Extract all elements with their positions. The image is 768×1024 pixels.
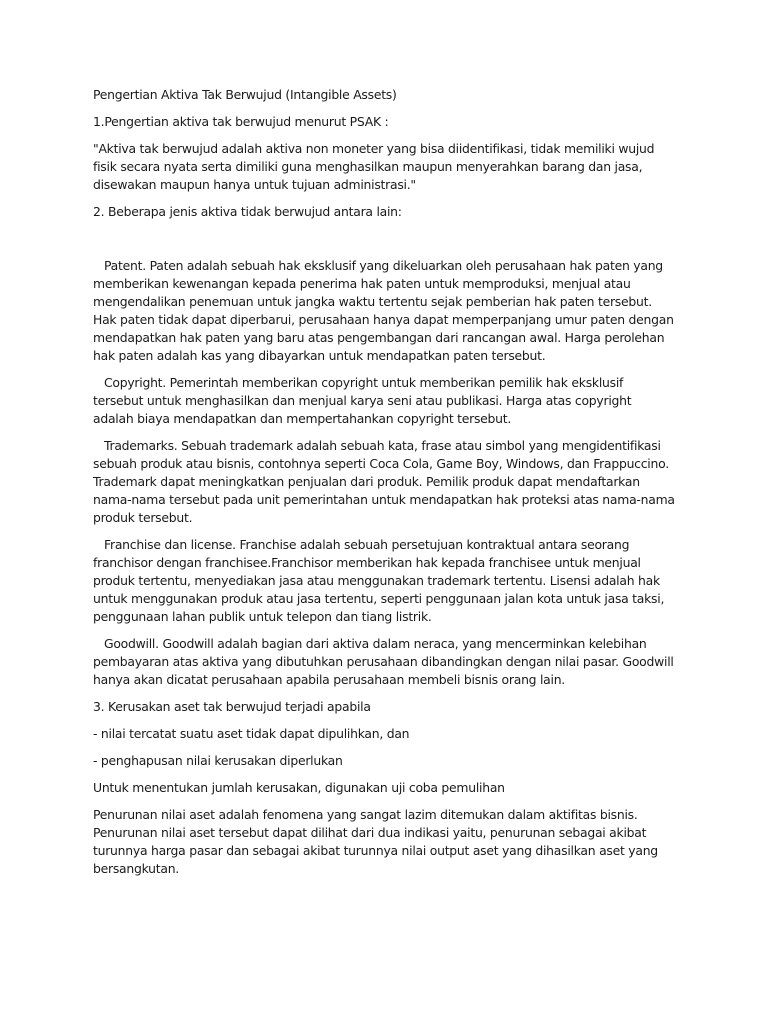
paragraph-patent: Patent. Paten adalah sebuah hak eksklusif yang dikeluarkan oleh perusahaan hak paten yang memberikan kewenangan kepada penerima hak paten untuk memproduksi, menjual atau mengendalikan penemuan untuk jangka waktu tertentu sejak pemberian hak paten tersebut. Hak paten tidak dapat diperbarui, perusahaan hanya dapat memperpanjang umur paten dengan mendapatkan hak paten yang baru atas pengembangan dari rancangan awal. Harga perolehan hak paten adalah kas yang dibayarkan untuk mendapatkan paten tersebut. [93, 258, 674, 363]
list-item: - penghapusan nilai kerusakan diperlukan [93, 753, 343, 768]
section-1-heading: 1.Pengertian aktiva tak berwujud menurut PSAK : [93, 114, 389, 129]
document-title: Pengertian Aktiva Tak Berwujud (Intangible Assets) [93, 87, 397, 102]
section-2-heading: 2. Beberapa jenis aktiva tidak berwujud antara lain: [93, 204, 402, 219]
document-body [93, 86, 675, 887]
section-3-heading: 3. Kerusakan aset tak berwujud terjadi apabila [93, 699, 371, 714]
paragraph-franchise: Franchise dan license. Franchise adalah sebuah persetujuan kontraktual antara seorang franchisor dengan franchisee.Franchisor memberikan hak kepada franchisee untuk menjual produk tertentu, menyediakan jasa atau menggunakan trademark tertentu. Lisensi adalah hak untuk menggunakan produk atau jasa tertentu, seperti penggunaan jalan kota untuk jasa taksi, penggunaan lahan publik untuk telepon dan tiang listrik. [93, 537, 665, 624]
closing-paragraph: Penurunan nilai aset adalah fenomena yang sangat lazim ditemukan dalam aktifitas bisnis. Penurunan nilai aset tersebut dapat dilihat dari dua indikasi yaitu, penurunan sebagai akibat turunnya harga pasar dan sebagai akibat turunnya nilai output aset yang dihasilkan aset yang bersangkutan. [93, 807, 658, 876]
psak-definition-quote: "Aktiva tak berwujud adalah aktiva non moneter yang bisa diidentifikasi, tidak memiliki wujud fisik secara nyata serta dimiliki guna menghasilkan maupun menyerahkan barang dan jasa, disewakan maupun hanya untuk tujuan administrasi." [93, 141, 655, 192]
paragraph-copyright: Copyright. Pemerintah memberikan copyright untuk memberikan pemilik hak eksklusif tersebut untuk menghasilkan dan menjual karya seni atau publikasi. Harga atas copyright adalah biaya mendapatkan dan mempertahankan copyright tersebut. [93, 375, 632, 426]
paragraph-trademarks: Trademarks. Sebuah trademark adalah sebuah kata, frase atau simbol yang mengidentifikasi sebuah produk atau bisnis, contohnya seperti Coca Cola, Game Boy, Windows, dan Frappuccino. Trademark dapat meningkatkan penjualan dari produk. Pemilik produk dapat mendaftarkan nama-nama tersebut pada unit pemerintahan untuk mendapatkan hak proteksi atas nama-nama produk tersebut. [93, 438, 675, 525]
impairment-test-sentence: Untuk menentukan jumlah kerusakan, digunakan uji coba pemulihan [93, 780, 505, 795]
list-item: - nilai tercatat suatu aset tidak dapat dipulihkan, dan [93, 726, 410, 741]
paragraph-goodwill: Goodwill. Goodwill adalah bagian dari aktiva dalam neraca, yang mencerminkan kelebihan pembayaran atas aktiva yang dibutuhkan perusahaan dibandingkan dengan nilai pasar. Goodwill hanya akan dicatat perusahaan apabila perusahaan membeli bisnis orang lain. [93, 636, 674, 687]
